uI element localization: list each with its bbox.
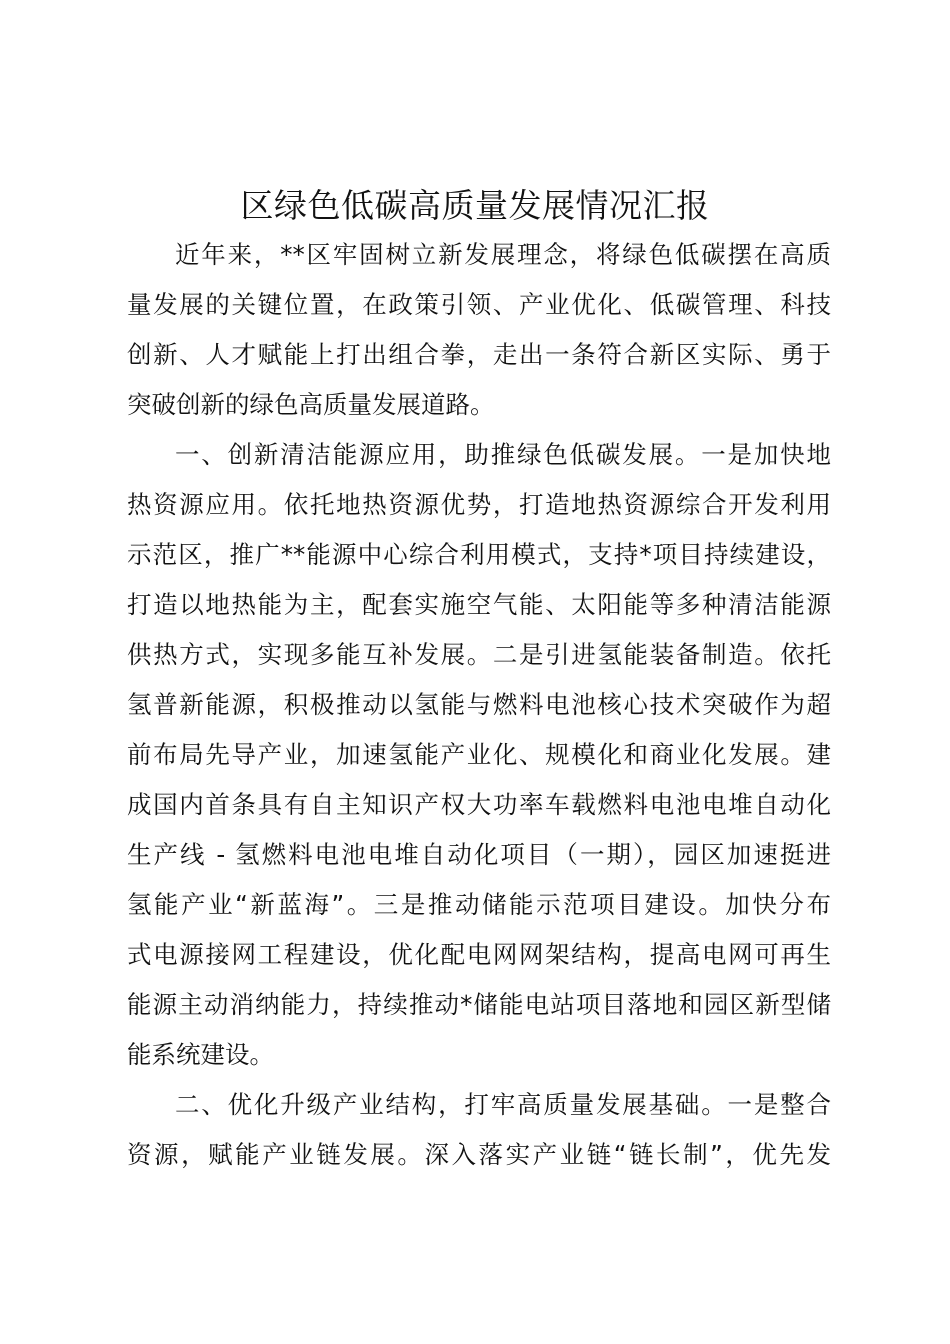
paragraph-3-line-1: 二、优化升级产业结构，打牢高质量发展基础。一是整合 (175, 1090, 831, 1119)
paragraph-3-line-2: 资源，赋能产业链发展。深入落实产业链“链长制”，优先发 (127, 1140, 831, 1169)
paragraph-2-line-3: 示范区，推广**能源中心综合利用模式，支持*项目持续建设， (127, 540, 831, 569)
paragraph-2-line-7: 前布局先导产业，加速氢能产业化、规模化和商业化发展。建 (127, 740, 831, 769)
paragraph-2-line-1: 一、创新清洁能源应用，助推绿色低碳发展。一是加快地 (175, 440, 831, 469)
paragraph-1-line-4: 突破创新的绿色高质量发展道路。 (127, 390, 495, 419)
paragraph-2-line-8: 成国内首条具有自主知识产权大功率车载燃料电池电堆自动化 (127, 790, 831, 819)
paragraph-2-line-13: 能系统建设。 (127, 1040, 274, 1069)
paragraph-2-line-10: 氢能产业“新蓝海”。三是推动储能示范项目建设。加快分布 (127, 890, 831, 919)
document-title: 区绿色低碳高质量发展情况汇报 (240, 186, 710, 225)
paragraph-2-line-6: 氢普新能源，积极推动以氢能与燃料电池核心技术突破作为超 (127, 690, 831, 719)
paragraph-2-line-4: 打造以地热能为主，配套实施空气能、太阳能等多种清洁能源 (127, 590, 831, 619)
paragraph-2-line-12: 能源主动消纳能力，持续推动*储能电站项目落地和园区新型储 (127, 990, 831, 1019)
paragraph-2-line-2: 热资源应用。依托地热资源优势，打造地热资源综合开发利用 (127, 490, 831, 519)
paragraph-2-line-11: 式电源接网工程建设，优化配电网网架结构，提高电网可再生 (127, 940, 831, 969)
paragraph-1-line-2: 量发展的关键位置，在政策引领、产业优化、低碳管理、科技 (127, 290, 831, 319)
paragraph-1-line-3: 创新、人才赋能上打出组合拳，走出一条符合新区实际、勇于 (127, 340, 831, 369)
paragraph-2-line-9: 生产线 - 氢燃料电池电堆自动化项目（一期），园区加速挺进 (127, 840, 831, 869)
paragraph-2-line-5: 供热方式，实现多能互补发展。二是引进氢能装备制造。依托 (127, 640, 831, 669)
paragraph-1-line-1: 近年来，**区牢固树立新发展理念，将绿色低碳摆在高质 (175, 240, 831, 269)
